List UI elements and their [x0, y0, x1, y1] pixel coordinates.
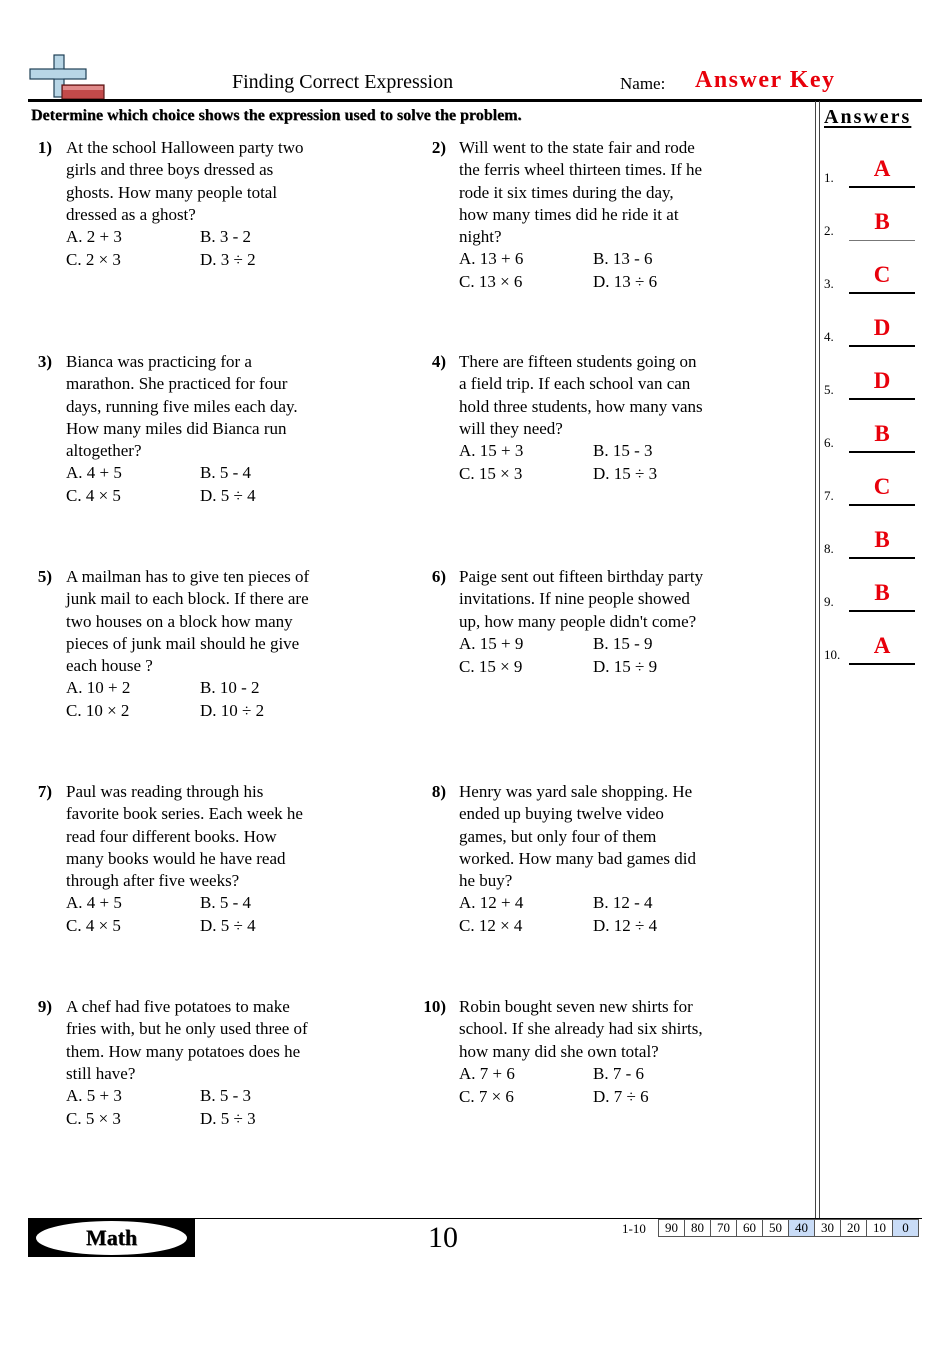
option-a: A. 4 + 5	[66, 463, 122, 482]
answer-letter: D	[873, 368, 891, 393]
answer-row	[824, 258, 920, 294]
score-cell: 80	[685, 1220, 711, 1237]
option-a: A. 13 + 6	[459, 249, 524, 268]
question-3	[34, 351, 414, 551]
question-line: them. How many potatoes does he	[66, 1041, 301, 1061]
answer-letter: C	[873, 474, 891, 499]
answer-number: 8.	[824, 541, 834, 556]
question-line: read four different books. How	[66, 826, 277, 846]
option-c: C. 13 × 6	[459, 272, 523, 291]
option-d: D. 5 ÷ 3	[200, 1109, 256, 1128]
question-line: junk mail to each block. If there are	[66, 589, 309, 609]
question-line: how many times did he ride it at	[459, 204, 679, 224]
question-line: altogether?	[66, 441, 142, 461]
question-line: rode it six times during the day,	[459, 182, 674, 202]
score-cell: 40	[789, 1220, 815, 1237]
answer-letter: B	[874, 421, 890, 446]
option-b: B. 5 - 4	[200, 463, 251, 482]
question-line: Robin bought seven new shirts for	[459, 997, 693, 1016]
score-cell: 0	[893, 1220, 919, 1237]
score-table	[658, 1219, 919, 1237]
question-line: up, how many people didn't come?	[459, 611, 697, 631]
answer-row	[824, 470, 920, 506]
score-range-label: 1-10	[622, 1221, 646, 1236]
option-a: A. 2 + 3	[66, 227, 122, 246]
question-line: Will went to the state fair and rode	[459, 138, 695, 157]
question-line: will they need?	[459, 418, 563, 438]
name-label: Name:	[620, 74, 666, 93]
score-cell: 70	[711, 1220, 737, 1237]
answer-row	[824, 629, 920, 665]
option-b: B. 10 - 2	[200, 678, 260, 697]
answer-row	[824, 523, 920, 559]
answer-line	[849, 345, 915, 347]
answer-number: 7.	[824, 488, 834, 503]
option-d: D. 15 ÷ 3	[593, 464, 658, 483]
question-9	[34, 996, 414, 1196]
question-number: 2)	[431, 138, 446, 157]
option-b: B. 5 - 4	[200, 893, 251, 912]
page-number: 10	[428, 1221, 458, 1254]
question-1	[34, 137, 414, 337]
question-4	[428, 351, 808, 551]
question-line: the ferris wheel thirteen times. If he	[459, 160, 703, 180]
answer-letter: B	[874, 527, 890, 552]
answer-number: 3.	[824, 276, 834, 291]
question-line: hold three students, how many vans	[459, 396, 703, 416]
question-number: 7)	[37, 782, 52, 801]
question-line: Paige sent out fifteen birthday party	[459, 567, 704, 586]
answer-number: 1.	[824, 170, 834, 185]
question-10	[423, 996, 808, 1196]
question-line: a field trip. If each school van can	[459, 374, 691, 394]
question-line: marathon. She practiced for four	[66, 374, 288, 394]
answer-line	[849, 240, 915, 241]
answer-line	[849, 186, 915, 188]
answer-line	[849, 451, 915, 453]
option-a: A. 5 + 3	[66, 1086, 122, 1105]
answer-number: 10.	[824, 647, 841, 662]
answer-number: 6.	[824, 435, 834, 450]
question-line: Bianca was practicing for a	[66, 352, 252, 371]
math-plus-logo-icon	[28, 53, 106, 103]
option-c: C. 5 × 3	[66, 1109, 121, 1128]
answer-row	[824, 311, 920, 347]
answer-letter: D	[873, 315, 891, 340]
answer-line	[849, 663, 915, 665]
question-5	[34, 566, 414, 766]
question-line: games, but only four of them	[459, 826, 657, 846]
question-number: 3)	[37, 352, 52, 371]
answers-heading: Answers	[824, 106, 912, 128]
question-2	[428, 137, 808, 337]
option-c: C. 15 × 9	[459, 657, 523, 676]
header-divider	[28, 99, 922, 102]
option-d: D. 3 ÷ 2	[200, 250, 256, 269]
option-c: C. 10 × 2	[66, 701, 130, 720]
question-line: many books would he have read	[66, 848, 286, 868]
option-c: C. 7 × 6	[459, 1087, 514, 1106]
option-b: B. 13 - 6	[593, 249, 653, 268]
question-line: ended up buying twelve video	[459, 804, 664, 824]
subject-label: Math	[85, 1225, 138, 1250]
option-d: D. 12 ÷ 4	[593, 916, 658, 935]
score-cell: 10	[867, 1220, 893, 1237]
answer-line	[849, 398, 915, 400]
answer-row	[824, 576, 920, 612]
option-d: D. 5 ÷ 4	[200, 486, 256, 505]
option-c: C. 12 × 4	[459, 916, 523, 935]
answer-number: 2.	[824, 223, 834, 238]
option-b: B. 7 - 6	[593, 1064, 644, 1083]
question-line: worked. How many bad games did	[459, 848, 697, 868]
option-d: D. 5 ÷ 4	[200, 916, 256, 935]
option-d: D. 15 ÷ 9	[593, 657, 658, 676]
question-line: two houses on a block how many	[66, 611, 293, 631]
question-line: pieces of junk mail should he give	[66, 633, 300, 653]
question-line: A chef had five potatoes to make	[66, 997, 290, 1016]
question-line: A mailman has to give ten pieces of	[66, 567, 310, 586]
answer-letter: A	[873, 633, 891, 658]
answer-letter: B	[874, 580, 890, 605]
option-c: C. 4 × 5	[66, 486, 121, 505]
score-cell: 60	[737, 1220, 763, 1237]
answer-row	[824, 205, 920, 241]
answer-line	[849, 557, 915, 559]
worksheet-title: Finding Correct Expression	[232, 71, 454, 93]
question-number: 4)	[431, 352, 446, 371]
question-number: 5)	[37, 567, 52, 586]
answer-row	[824, 152, 920, 188]
question-6	[428, 566, 808, 766]
question-line: ghosts. How many people total	[66, 182, 278, 202]
question-line: still have?	[66, 1063, 136, 1083]
score-cell: 90	[659, 1220, 685, 1237]
answer-column-divider	[819, 101, 820, 1219]
question-line: night?	[459, 227, 502, 247]
option-c: C. 4 × 5	[66, 916, 121, 935]
answer-number: 9.	[824, 594, 834, 609]
answer-row	[824, 364, 920, 400]
question-line: There are fifteen students going on	[459, 352, 697, 371]
option-a: A. 15 + 3	[459, 441, 524, 460]
question-line: days, running five miles each day.	[66, 396, 298, 416]
question-line: he buy?	[459, 871, 513, 891]
score-cell: 30	[815, 1220, 841, 1237]
option-b: B. 12 - 4	[593, 893, 653, 912]
option-b: B. 15 - 9	[593, 634, 653, 653]
question-number: 8)	[431, 782, 446, 801]
question-line: through after five weeks?	[66, 871, 240, 891]
option-c: C. 15 × 3	[459, 464, 523, 483]
option-d: D. 13 ÷ 6	[593, 272, 658, 291]
question-line: Henry was yard sale shopping. He	[459, 782, 693, 801]
name-value: Answer Key	[695, 67, 836, 93]
instructions: Determine which choice shows the expression used to solve the problem.	[31, 107, 522, 124]
question-8	[428, 781, 808, 981]
answer-number: 5.	[824, 382, 834, 397]
option-a: A. 4 + 5	[66, 893, 122, 912]
option-a: A. 10 + 2	[66, 678, 131, 697]
answer-line	[849, 504, 915, 506]
answer-column-divider	[815, 101, 816, 1219]
question-line: each house ?	[66, 656, 153, 676]
question-line: invitations. If nine people showed	[459, 589, 690, 609]
option-a: A. 15 + 9	[459, 634, 524, 653]
question-line: fries with, but he only used three of	[66, 1019, 308, 1039]
question-line: school. If she already had six shirts,	[459, 1019, 703, 1039]
answer-letter: B	[874, 209, 890, 234]
option-b: B. 5 - 3	[200, 1086, 251, 1105]
option-a: A. 7 + 6	[459, 1064, 515, 1083]
answer-line	[849, 292, 915, 294]
option-d: D. 7 ÷ 6	[593, 1087, 649, 1106]
question-line: How many miles did Bianca run	[66, 418, 287, 438]
option-b: B. 15 - 3	[593, 441, 653, 460]
score-cell: 50	[763, 1220, 789, 1237]
option-d: D. 10 ÷ 2	[200, 701, 265, 720]
question-line: girls and three boys dressed as	[66, 160, 274, 180]
question-line: dressed as a ghost?	[66, 204, 196, 224]
question-number: 9)	[37, 997, 52, 1016]
question-line: At the school Halloween party two	[66, 138, 304, 157]
question-number: 6)	[431, 567, 446, 586]
question-number: 1)	[37, 138, 52, 157]
option-c: C. 2 × 3	[66, 250, 121, 269]
option-b: B. 3 - 2	[200, 227, 251, 246]
answer-row	[824, 417, 920, 453]
answer-letter: A	[873, 156, 891, 181]
question-7	[34, 781, 414, 981]
answer-number: 4.	[824, 329, 834, 344]
question-line: favorite book series. Each week he	[66, 804, 303, 824]
question-line: Paul was reading through his	[66, 782, 264, 801]
question-line: how many did she own total?	[459, 1041, 659, 1061]
answer-letter: C	[873, 262, 891, 287]
answer-line	[849, 610, 915, 612]
score-cell: 20	[841, 1220, 867, 1237]
question-number: 10)	[423, 997, 446, 1016]
option-a: A. 12 + 4	[459, 893, 524, 912]
